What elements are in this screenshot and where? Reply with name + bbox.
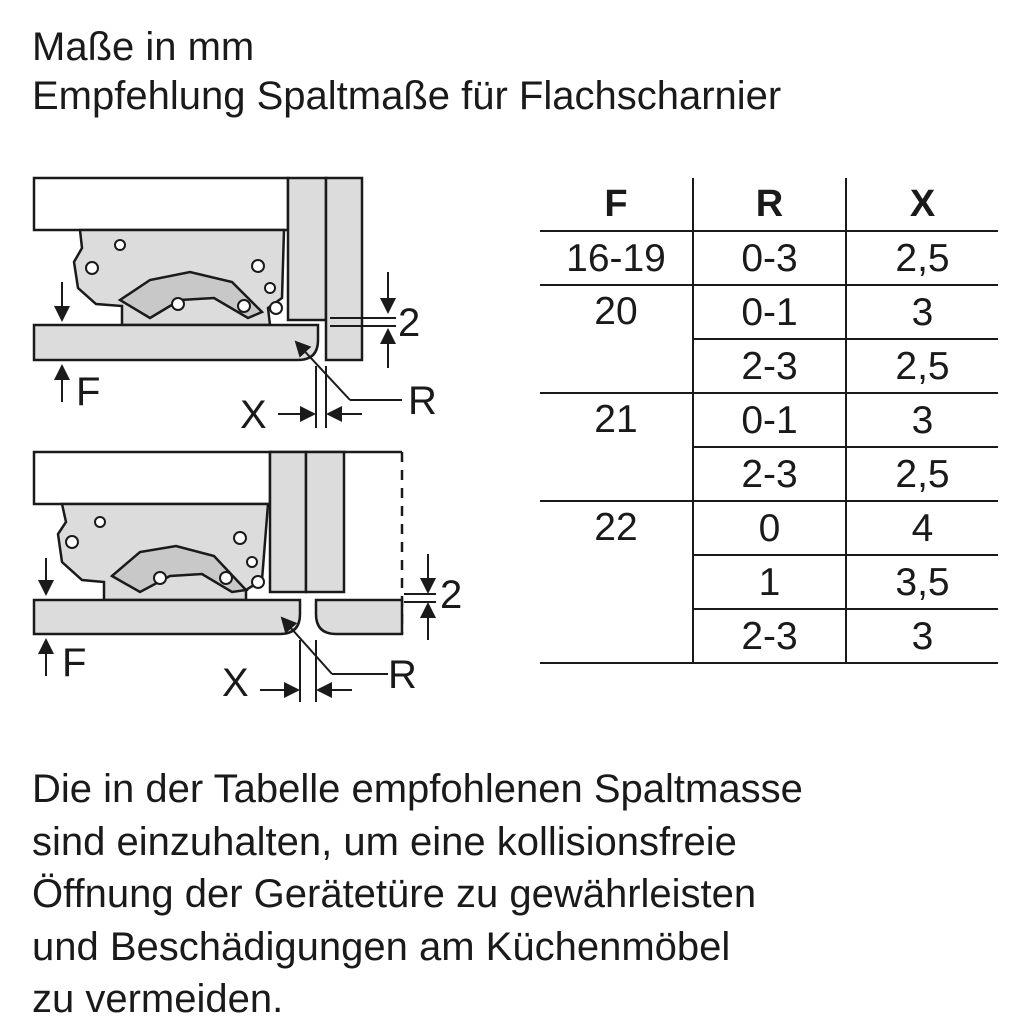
front-panel bbox=[34, 325, 318, 360]
cell-x: 2,5 bbox=[846, 447, 998, 501]
side-panel-bottom bbox=[306, 452, 344, 592]
cell-x: 3 bbox=[846, 285, 998, 339]
diagram-bottom bbox=[34, 452, 402, 634]
cell-r: 2-3 bbox=[693, 447, 846, 501]
cell-f: 16-19 bbox=[540, 231, 693, 285]
table-row bbox=[540, 501, 998, 555]
label-x-bottom: X bbox=[222, 661, 249, 705]
cell-r: 2-3 bbox=[693, 339, 846, 393]
side-panel bbox=[326, 178, 362, 360]
cell-r: 0 bbox=[693, 501, 846, 555]
cell-f: 20 bbox=[540, 285, 693, 393]
heading-recommendation: Empfehlung Spaltmaße für Flachscharnier bbox=[32, 74, 782, 118]
label-f-bottom: F bbox=[62, 641, 87, 685]
cabinet-panel-bottom bbox=[34, 452, 270, 504]
gap-table-header bbox=[540, 178, 998, 231]
table-row bbox=[540, 393, 998, 447]
table-row bbox=[540, 231, 998, 285]
note-line: zu vermeiden. bbox=[32, 977, 284, 1021]
cell-x: 3 bbox=[846, 609, 998, 663]
cell-f: 22 bbox=[540, 501, 693, 663]
door-panel bbox=[288, 178, 326, 320]
cell-x: 2,5 bbox=[846, 231, 998, 285]
heading-units: Maße in mm bbox=[32, 25, 255, 69]
header-x: X bbox=[846, 178, 998, 231]
hinge-gap-diagrams bbox=[0, 0, 540, 720]
diagram-top bbox=[34, 178, 362, 360]
label-f-top: F bbox=[76, 370, 101, 414]
header-f: F bbox=[540, 178, 693, 231]
label-x-top: X bbox=[240, 393, 267, 437]
cell-x: 4 bbox=[846, 501, 998, 555]
label-gap-bottom: 2 bbox=[440, 573, 463, 617]
note-line: und Beschädigungen am Küchenmöbel bbox=[32, 924, 731, 969]
cell-r: 0-1 bbox=[693, 285, 846, 339]
note-line: Öffnung der Gerätetüre zu gewährleisten bbox=[32, 872, 757, 916]
note-line: Die in der Tabelle empfohlenen Spaltmasse bbox=[32, 767, 803, 811]
gap-table bbox=[540, 178, 998, 664]
header-r: R bbox=[693, 178, 846, 231]
table-row bbox=[540, 285, 998, 339]
cell-f: 21 bbox=[540, 393, 693, 501]
cell-r: 1 bbox=[693, 555, 846, 609]
note-line: sind einzuhalten, um eine kollisionsfreie bbox=[32, 819, 737, 864]
door-panel-bottom bbox=[270, 452, 306, 592]
side-front-panel bbox=[316, 600, 402, 634]
cell-r: 0-1 bbox=[693, 393, 846, 447]
label-r-bottom: R bbox=[388, 653, 417, 697]
cell-x: 3 bbox=[846, 393, 998, 447]
cell-x: 3,5 bbox=[846, 555, 998, 609]
cell-r: 2-3 bbox=[693, 609, 846, 663]
cabinet-panel bbox=[34, 178, 288, 230]
cell-x: 2,5 bbox=[846, 339, 998, 393]
instruction-note bbox=[32, 763, 1002, 1026]
cell-r: 0-3 bbox=[693, 231, 846, 285]
label-gap-top: 2 bbox=[398, 301, 421, 345]
label-r-top: R bbox=[408, 379, 437, 423]
front-panel-bottom bbox=[34, 600, 300, 634]
